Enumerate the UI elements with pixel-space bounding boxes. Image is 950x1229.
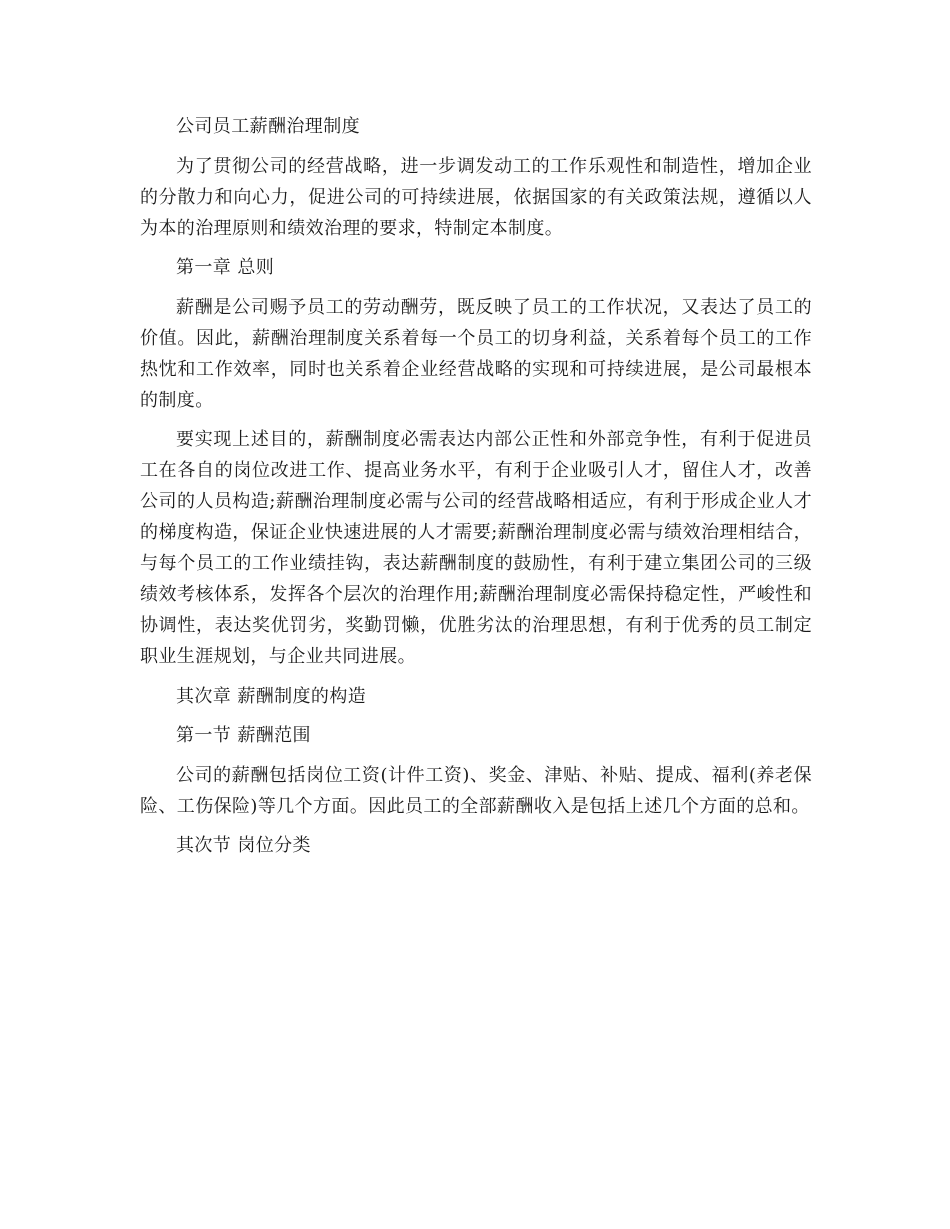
chapter-1-heading: 第一章 总则 bbox=[176, 257, 275, 278]
chapter-1-paragraph-1: 薪酬是公司赐予员工的劳动酬劳，既反映了员工的工作状况，又表达了员工的价值。因此，薪酬治理制度关系着每一个员工的切身利益，关系着每个员工的工作热忱和工作效率，同时也关系着企业经营战略的实现和可持续进展，是公司最根本的制度。 bbox=[140, 296, 812, 411]
document-body bbox=[140, 111, 812, 870]
document-title: 公司员工薪酬治理制度 bbox=[176, 116, 360, 137]
chapter-1-paragraph-2: 要实现上述目的，薪酬制度必需表达内部公正性和外部竞争性，有利于促进员工在各自的岗位改进工作、提高业务水平，有利于企业吸引人才，留住人才，改善公司的人员构造;薪酬治理制度必需与公司的经营战略相适应，有利于形成企业人才的梯度构造，保证企业快速进展的人才需要;薪酬治理制度必需与绩效治理相结合，与每个员工的工作业绩挂钩，表达薪酬制度的鼓励性，有利于建立集团公司的三级绩效考核体系，发挥各个层次的治理作用;薪酬治理制度必需保持稳定性，严峻性和协调性，表达奖优罚劣，奖勤罚懒，优胜劣汰的治理思想，有利于优秀的员工制定职业生涯规划，与企业共同进展。 bbox=[140, 429, 812, 667]
chapter-2-heading: 其次章 薪酬制度的构造 bbox=[176, 685, 367, 707]
section-1-heading: 第一节 薪酬范围 bbox=[176, 725, 311, 746]
preamble-paragraph: 为了贯彻公司的经营战略，进一步调发动工的工作乐观性和制造性，增加企业的分散力和向心力，促进公司的可持续进展，依据国家的有关政策法规，遵循以人为本的治理原则和绩效治理的要求，特制定本制度。 bbox=[140, 155, 812, 239]
section-1-paragraph: 公司的薪酬包括岗位工资(计件工资)、奖金、津贴、补贴、提成、福利(养老保险、工伤保险)等几个方面。因此员工的全部薪酬收入是包括上述几个方面的总和。 bbox=[140, 764, 812, 817]
section-2-heading: 其次节 岗位分类 bbox=[176, 835, 311, 856]
